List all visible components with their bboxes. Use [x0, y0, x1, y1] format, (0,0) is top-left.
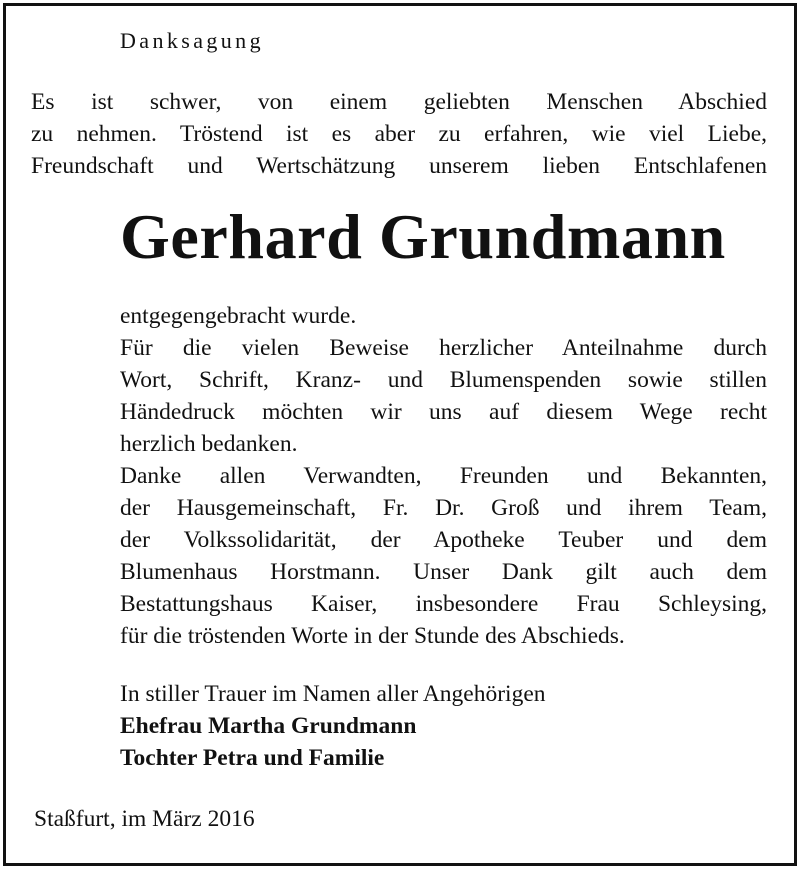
body-line: Bestattungshaus Kaiser, insbesondere Frau Schleysing, — [120, 591, 767, 617]
signatory: Tochter Petra und Familie — [120, 745, 385, 771]
body-line: Blumenhaus Horstmann. Unser Dank gilt auch dem — [120, 559, 767, 585]
deceased-name: Gerhard Grundmann — [120, 201, 726, 272]
body-line: der Hausgemeinschaft, Fr. Dr. Groß und ihrem Team, — [120, 495, 767, 521]
body-line: für die tröstenden Worte in der Stunde des Abschieds. — [120, 623, 625, 649]
body-line: Danke allen Verwandten, Freunden und Bekannten, — [120, 463, 767, 489]
intro-line: Freundschaft und Wertschätzung unserem lieben Entschlafenen — [31, 153, 767, 179]
intro-line: Es ist schwer, von einem geliebten Menschen Abschied — [31, 89, 767, 115]
body-line: der Volkssolidarität, der Apotheke Teuber und dem — [120, 527, 767, 553]
body-line: Händedruck möchten wir uns auf diesem Wege recht — [120, 399, 767, 425]
signatory: Ehefrau Martha Grundmann — [120, 713, 417, 739]
body-line: Wort, Schrift, Kranz- und Blumenspenden sowie stillen — [120, 367, 767, 393]
place-date: Staßfurt, im März 2016 — [34, 806, 255, 832]
body-line: herzlich bedanken. — [120, 431, 298, 457]
body-line: entgegengebracht wurde. — [120, 303, 357, 329]
body-line: Für die vielen Beweise herzlicher Anteilnahme durch — [120, 335, 767, 361]
intro-line: zu nehmen. Tröstend ist es aber zu erfahren, wie viel Liebe, — [31, 121, 767, 147]
mourning-line: In stiller Trauer im Namen aller Angehörigen — [120, 681, 546, 707]
thanks-paragraph — [120, 300, 767, 652]
signature-block — [120, 678, 546, 774]
intro-paragraph — [31, 86, 767, 182]
notice-heading: Danksagung — [120, 28, 264, 53]
